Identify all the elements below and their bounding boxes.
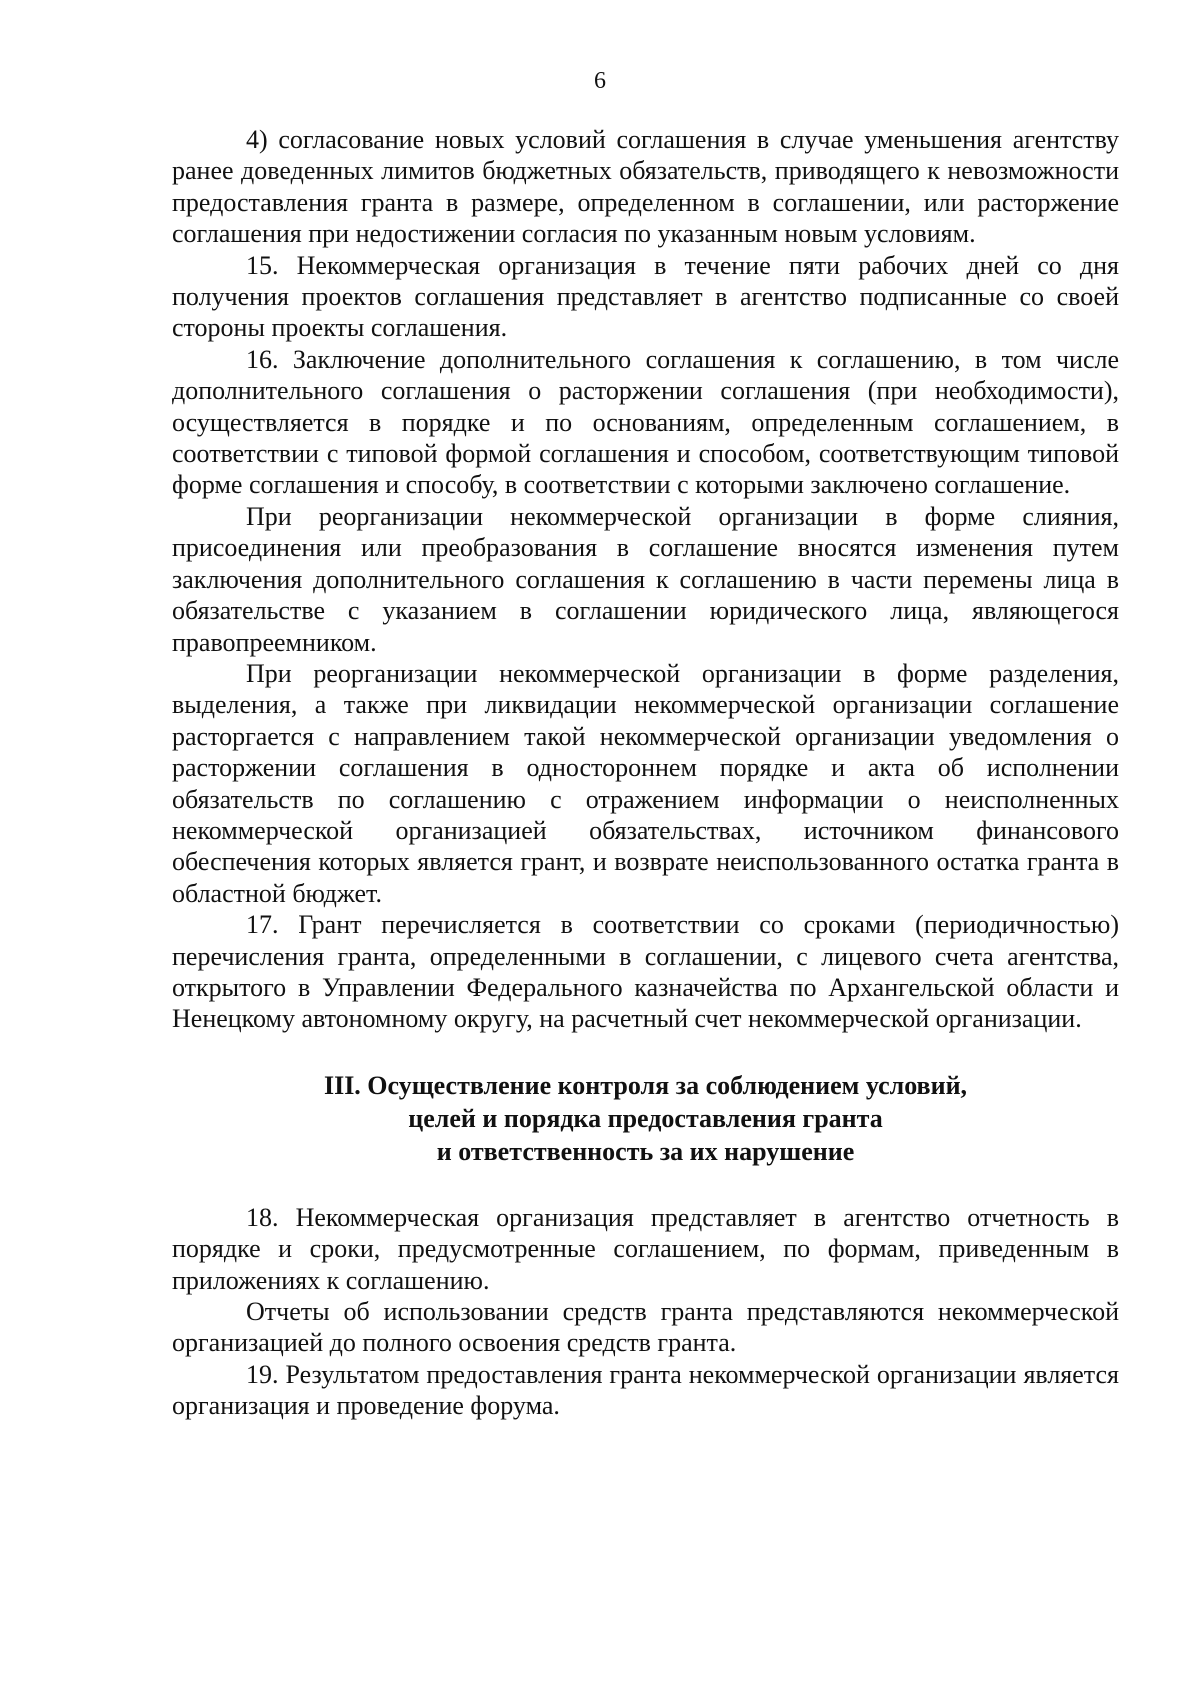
- paragraph-16: 16. Заключение дополнительного соглашения к соглашению, в том числе дополнительного соглашения о расторжении соглашения (при необходимости), осуществляется в порядке и по основаниям, определенным соглашением, в соответствии с типовой формой соглашения и способом, соответствующим типовой форме соглашения и способу, в соответствии с которыми заключено соглашение.: [172, 344, 1119, 500]
- paragraph-reports: Отчеты об использовании средств гранта представляются некоммерческой организацией до полного освоения средств гранта.: [172, 1297, 1119, 1358]
- paragraph-17: 17. Грант перечисляется в соответствии со сроками (периодичностью) перечисления гранта, определенными в соглашении, с лицевого счета агентства, открытого в Управлении Федерального казначейства по Архангельской области и Ненецкому автономному округу, на расчетный счет некоммерческой организации.: [172, 910, 1119, 1034]
- paragraph-reorganization-division: При реорганизации некоммерческой организации в форме разделения, выделения, а также при ликвидации некоммерческой организации соглашение расторгается с направлением такой некоммерческой организации уведомления о расторжении соглашения в одностороннем порядке и акта об исполнении обязательств по соглашению с отражением информации о неисполненных некоммерческой организацией обязательствах, источником финансового обеспечения которых является грант, и возврате неиспользованного остатка гранта в областной бюджет.: [172, 658, 1119, 908]
- paragraph-15: 15. Некоммерческая организация в течение пяти рабочих дней со дня получения проектов соглашения представляет в агентство подписанные со своей стороны проекты соглашения.: [172, 250, 1119, 343]
- paragraph-19: 19. Результатом предоставления гранта некоммерческой организации является организация и проведение форума.: [172, 1359, 1119, 1421]
- section-heading-line: и ответственность за их нарушение: [436, 1136, 855, 1166]
- paragraph-18: 18. Некоммерческая организация представляет в агентство отчетность в порядке и сроки, предусмотренные соглашением, по формам, приведенным в приложениях к соглашению.: [172, 1202, 1119, 1295]
- section-heading-line: целей и порядка предоставления гранта: [408, 1103, 883, 1133]
- section-heading-line: III. Осуществление контроля за соблюдением условий,: [323, 1070, 968, 1100]
- paragraph-item-4: 4) согласование новых условий соглашения в случае уменьшения агентству ранее доведенных лимитов бюджетных обязательств, приводящего к невозможности предоставления гранта в размере, определенном в соглашении, или расторжение соглашения при недостижении согласия по указанным новым условиям.: [172, 125, 1119, 249]
- document-body: [172, 124, 1119, 1422]
- section-heading: [172, 1069, 1119, 1168]
- page-number: 6: [594, 68, 606, 94]
- paragraph-reorganization-merger: При реорганизации некоммерческой организации в форме слияния, присоединения или преобразования в соглашение вносятся изменения путем заключения дополнительного соглашения к соглашению в части перемены лица в обязательстве с указанием в соглашении юридического лица, являющегося правопреемником.: [172, 501, 1119, 657]
